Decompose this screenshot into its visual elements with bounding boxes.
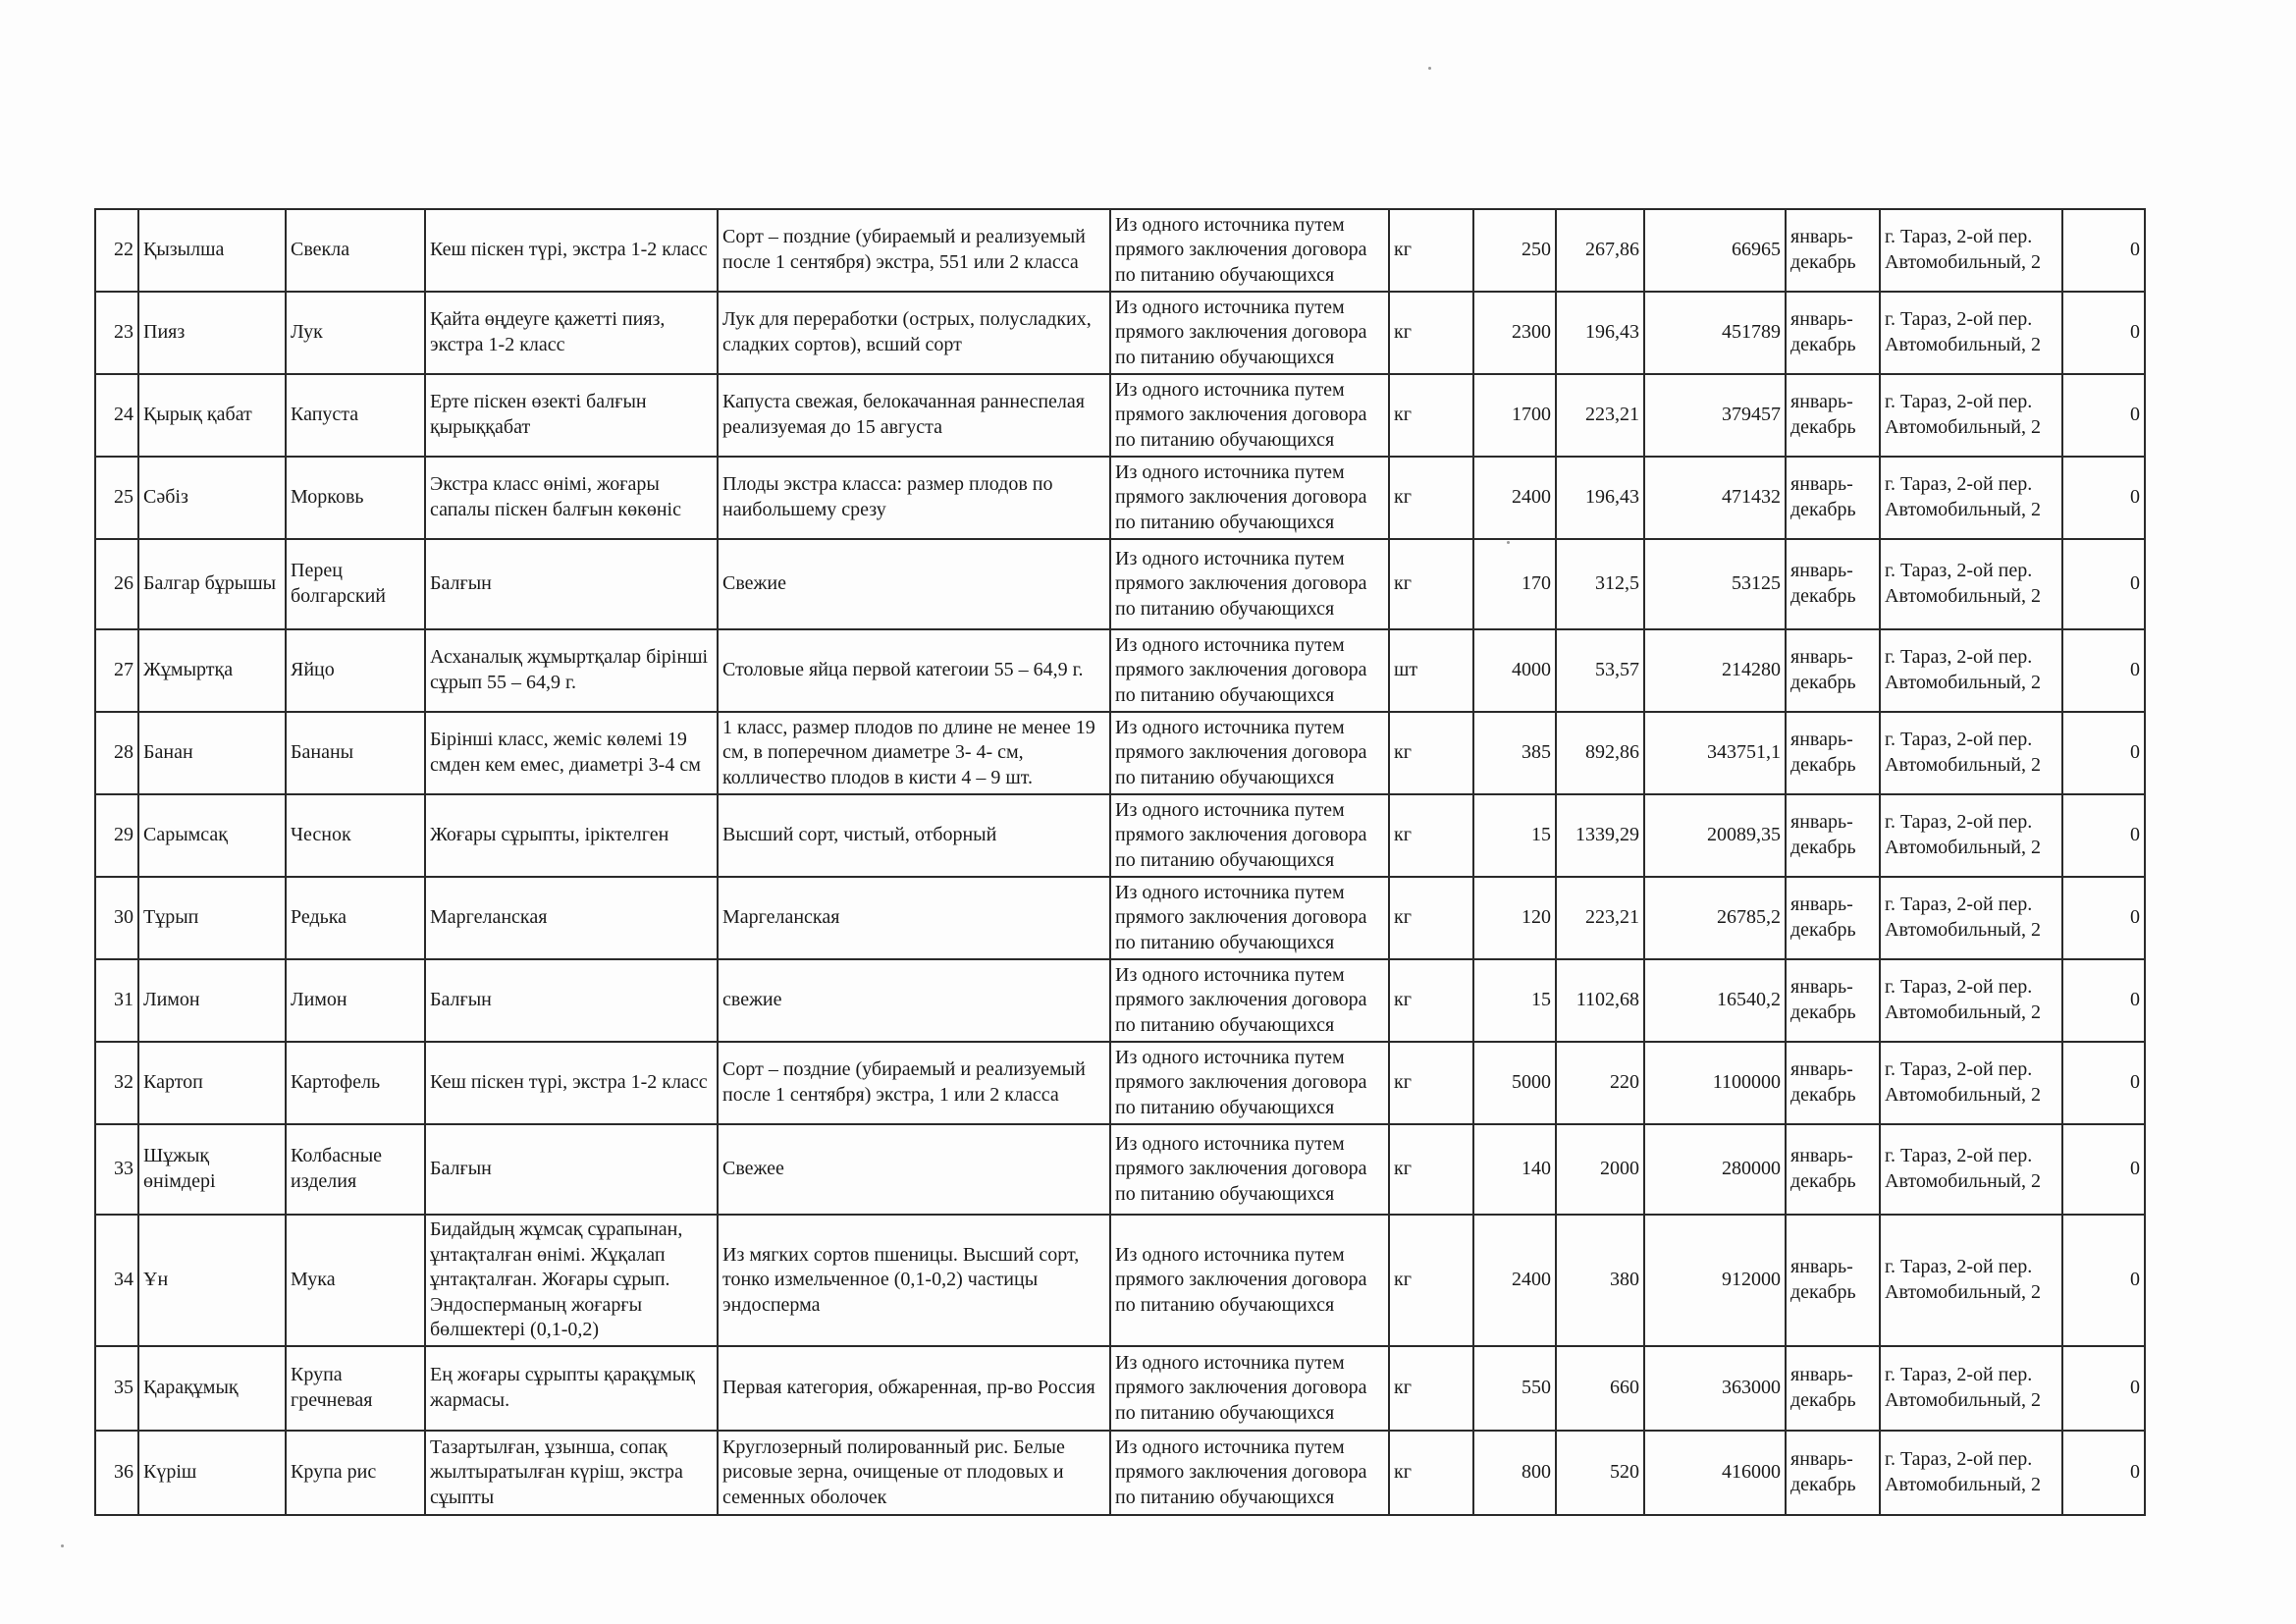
product-name-ru: Яйцо xyxy=(286,629,425,712)
advance-payment: 0 xyxy=(2062,457,2145,539)
spec-ru: Лук для переработки (острых, полусладких, сладких сортов), всший сорт xyxy=(718,292,1110,374)
product-name-kz: Пияз xyxy=(138,292,286,374)
row-number: 26 xyxy=(95,539,138,629)
product-name-kz: Картоп xyxy=(138,1042,286,1124)
row-number: 27 xyxy=(95,629,138,712)
product-name-ru: Чеснок xyxy=(286,794,425,877)
quantity: 170 xyxy=(1473,539,1556,629)
product-name-ru: Картофель xyxy=(286,1042,425,1124)
unit: кг xyxy=(1389,374,1473,457)
spec-kz: Бірінші класс, жеміс көлемі 19 смден кем емес, диаметрі 3-4 см xyxy=(425,712,718,794)
delivery-period: январь-декабрь xyxy=(1786,539,1880,629)
table-row xyxy=(95,1431,2145,1515)
quantity: 120 xyxy=(1473,877,1556,959)
table-row xyxy=(95,374,2145,457)
product-name-kz: Тұрып xyxy=(138,877,286,959)
product-name-ru: Крупа рис xyxy=(286,1431,425,1515)
unit: кг xyxy=(1389,1346,1473,1431)
spec-ru: Первая категория, обжаренная, пр-во Россия xyxy=(718,1346,1110,1431)
spec-kz: Жоғары сұрыпты, іріктелген xyxy=(425,794,718,877)
spec-ru: Маргеланская xyxy=(718,877,1110,959)
total-sum: 912000 xyxy=(1644,1215,1786,1346)
table-row xyxy=(95,292,2145,374)
product-name-ru: Лук xyxy=(286,292,425,374)
unit: кг xyxy=(1389,1215,1473,1346)
product-name-kz: Балгар бұрышы xyxy=(138,539,286,629)
total-sum: 343751,1 xyxy=(1644,712,1786,794)
total-sum: 280000 xyxy=(1644,1124,1786,1215)
delivery-period: январь-декабрь xyxy=(1786,457,1880,539)
unit: шт xyxy=(1389,629,1473,712)
product-name-ru: Крупа гречневая xyxy=(286,1346,425,1431)
unit-price: 53,57 xyxy=(1556,629,1644,712)
procurement-method: Из одного источника путем прямого заключения договора по питанию обучающихся xyxy=(1110,292,1389,374)
table-row xyxy=(95,877,2145,959)
delivery-period: январь-декабрь xyxy=(1786,712,1880,794)
delivery-period: январь-декабрь xyxy=(1786,292,1880,374)
delivery-place: г. Тараз, 2-ой пер. Автомобильный, 2 xyxy=(1880,1042,2062,1124)
quantity: 250 xyxy=(1473,209,1556,292)
advance-payment: 0 xyxy=(2062,629,2145,712)
unit-price: 892,86 xyxy=(1556,712,1644,794)
product-name-kz: Сәбіз xyxy=(138,457,286,539)
product-name-kz: Күріш xyxy=(138,1431,286,1515)
product-name-ru: Мука xyxy=(286,1215,425,1346)
delivery-period: январь-декабрь xyxy=(1786,1431,1880,1515)
delivery-place: г. Тараз, 2-ой пер. Автомобильный, 2 xyxy=(1880,1124,2062,1215)
row-number: 34 xyxy=(95,1215,138,1346)
row-number: 30 xyxy=(95,877,138,959)
delivery-period: январь-декабрь xyxy=(1786,374,1880,457)
row-number: 36 xyxy=(95,1431,138,1515)
quantity: 5000 xyxy=(1473,1042,1556,1124)
unit: кг xyxy=(1389,1042,1473,1124)
product-name-kz: Ұн xyxy=(138,1215,286,1346)
advance-payment: 0 xyxy=(2062,1124,2145,1215)
quantity: 4000 xyxy=(1473,629,1556,712)
product-name-ru: Свекла xyxy=(286,209,425,292)
delivery-period: январь-декабрь xyxy=(1786,1124,1880,1215)
total-sum: 66965 xyxy=(1644,209,1786,292)
unit: кг xyxy=(1389,959,1473,1042)
unit-price: 520 xyxy=(1556,1431,1644,1515)
table-row xyxy=(95,1346,2145,1431)
row-number: 32 xyxy=(95,1042,138,1124)
delivery-place: г. Тараз, 2-ой пер. Автомобильный, 2 xyxy=(1880,794,2062,877)
spec-kz: Тазартылған, ұзынша, сопақ жылтыратылған күріш, экстра сұыпты xyxy=(425,1431,718,1515)
delivery-place: г. Тараз, 2-ой пер. Автомобильный, 2 xyxy=(1880,1215,2062,1346)
product-name-ru: Колбасные изделия xyxy=(286,1124,425,1215)
table-row xyxy=(95,959,2145,1042)
quantity: 2400 xyxy=(1473,457,1556,539)
total-sum: 451789 xyxy=(1644,292,1786,374)
advance-payment: 0 xyxy=(2062,292,2145,374)
delivery-period: январь-декабрь xyxy=(1786,209,1880,292)
product-name-kz: Қырық қабат xyxy=(138,374,286,457)
row-number: 28 xyxy=(95,712,138,794)
advance-payment: 0 xyxy=(2062,1042,2145,1124)
procurement-method: Из одного источника путем прямого заключения договора по питанию обучающихся xyxy=(1110,877,1389,959)
spec-kz: Балғын xyxy=(425,959,718,1042)
delivery-period: январь-декабрь xyxy=(1786,1215,1880,1346)
product-name-ru: Перец болгарский xyxy=(286,539,425,629)
quantity: 550 xyxy=(1473,1346,1556,1431)
table-row xyxy=(95,209,2145,292)
product-name-kz: Жұмыртқа xyxy=(138,629,286,712)
advance-payment: 0 xyxy=(2062,209,2145,292)
delivery-place: г. Тараз, 2-ой пер. Автомобильный, 2 xyxy=(1880,539,2062,629)
procurement-method: Из одного источника путем прямого заключения договора по питанию обучающихся xyxy=(1110,1431,1389,1515)
delivery-place: г. Тараз, 2-ой пер. Автомобильный, 2 xyxy=(1880,959,2062,1042)
delivery-place: г. Тараз, 2-ой пер. Автомобильный, 2 xyxy=(1880,629,2062,712)
row-number: 29 xyxy=(95,794,138,877)
product-name-kz: Сарымсақ xyxy=(138,794,286,877)
unit: кг xyxy=(1389,209,1473,292)
table-body xyxy=(95,209,2145,1515)
delivery-period: январь-декабрь xyxy=(1786,794,1880,877)
delivery-period: январь-декабрь xyxy=(1786,1042,1880,1124)
spec-ru: Из мягких сортов пшеницы. Высший сорт, тонко измельченное (0,1-0,2) частицы эндосперма xyxy=(718,1215,1110,1346)
delivery-place: г. Тараз, 2-ой пер. Автомобильный, 2 xyxy=(1880,374,2062,457)
spec-kz: Балғын xyxy=(425,1124,718,1215)
delivery-place: г. Тараз, 2-ой пер. Автомобильный, 2 xyxy=(1880,209,2062,292)
spec-kz: Бидайдың жұмсақ сұрапынан, ұнтақталған өнімі. Жұқалап ұнтақталған. Жоғары сұрып. Эндосперманың жоғарғы бөлшектері (0,1-0,2) xyxy=(425,1215,718,1346)
unit-price: 196,43 xyxy=(1556,292,1644,374)
total-sum: 471432 xyxy=(1644,457,1786,539)
unit: кг xyxy=(1389,794,1473,877)
table-row xyxy=(95,712,2145,794)
spec-kz: Экстра класс өнімі, жоғары сапалы піскен балғын көкөніс xyxy=(425,457,718,539)
total-sum: 26785,2 xyxy=(1644,877,1786,959)
delivery-place: г. Тараз, 2-ой пер. Автомобильный, 2 xyxy=(1880,712,2062,794)
spec-ru: свежие xyxy=(718,959,1110,1042)
unit-price: 223,21 xyxy=(1556,877,1644,959)
total-sum: 379457 xyxy=(1644,374,1786,457)
procurement-method: Из одного источника путем прямого заключения договора по питанию обучающихся xyxy=(1110,1215,1389,1346)
product-name-kz: Шұжық өнімдері xyxy=(138,1124,286,1215)
quantity: 385 xyxy=(1473,712,1556,794)
total-sum: 53125 xyxy=(1644,539,1786,629)
row-number: 33 xyxy=(95,1124,138,1215)
advance-payment: 0 xyxy=(2062,1431,2145,1515)
quantity: 15 xyxy=(1473,794,1556,877)
product-name-kz: Лимон xyxy=(138,959,286,1042)
unit: кг xyxy=(1389,1431,1473,1515)
procurement-method: Из одного источника путем прямого заключения договора по питанию обучающихся xyxy=(1110,794,1389,877)
advance-payment: 0 xyxy=(2062,877,2145,959)
row-number: 24 xyxy=(95,374,138,457)
quantity: 140 xyxy=(1473,1124,1556,1215)
quantity: 2300 xyxy=(1473,292,1556,374)
total-sum: 16540,2 xyxy=(1644,959,1786,1042)
spec-ru: Высший сорт, чистый, отборный xyxy=(718,794,1110,877)
procurement-method: Из одного источника путем прямого заключения договора по питанию обучающихся xyxy=(1110,712,1389,794)
unit-price: 312,5 xyxy=(1556,539,1644,629)
product-name-ru: Бананы xyxy=(286,712,425,794)
advance-payment: 0 xyxy=(2062,1215,2145,1346)
row-number: 31 xyxy=(95,959,138,1042)
total-sum: 214280 xyxy=(1644,629,1786,712)
spec-kz: Кеш піскен түрі, экстра 1-2 класс xyxy=(425,209,718,292)
advance-payment: 0 xyxy=(2062,374,2145,457)
total-sum: 1100000 xyxy=(1644,1042,1786,1124)
quantity: 15 xyxy=(1473,959,1556,1042)
row-number: 23 xyxy=(95,292,138,374)
delivery-place: г. Тараз, 2-ой пер. Автомобильный, 2 xyxy=(1880,457,2062,539)
total-sum: 20089,35 xyxy=(1644,794,1786,877)
product-name-kz: Қарақұмық xyxy=(138,1346,286,1431)
unit-price: 1339,29 xyxy=(1556,794,1644,877)
product-name-ru: Лимон xyxy=(286,959,425,1042)
spec-kz: Маргеланская xyxy=(425,877,718,959)
unit: кг xyxy=(1389,457,1473,539)
procurement-method: Из одного источника путем прямого заключения договора по питанию обучающихся xyxy=(1110,1042,1389,1124)
row-number: 25 xyxy=(95,457,138,539)
table-row xyxy=(95,457,2145,539)
procurement-method: Из одного источника путем прямого заключения договора по питанию обучающихся xyxy=(1110,959,1389,1042)
delivery-period: январь-декабрь xyxy=(1786,629,1880,712)
spec-kz: Қайта өңдеуге қажетті пияз, экстра 1-2 класс xyxy=(425,292,718,374)
table-row xyxy=(95,1124,2145,1215)
table-row xyxy=(95,794,2145,877)
product-name-kz: Қызылша xyxy=(138,209,286,292)
spec-ru: Столовые яйца первой категоии 55 – 64,9 г. xyxy=(718,629,1110,712)
procurement-method: Из одного источника путем прямого заключения договора по питанию обучающихся xyxy=(1110,209,1389,292)
delivery-place: г. Тараз, 2-ой пер. Автомобильный, 2 xyxy=(1880,292,2062,374)
unit-price: 660 xyxy=(1556,1346,1644,1431)
unit: кг xyxy=(1389,877,1473,959)
quantity: 1700 xyxy=(1473,374,1556,457)
spec-ru: Свежие xyxy=(718,539,1110,629)
unit-price: 2000 xyxy=(1556,1124,1644,1215)
unit: кг xyxy=(1389,712,1473,794)
table-row xyxy=(95,1042,2145,1124)
unit-price: 380 xyxy=(1556,1215,1644,1346)
quantity: 2400 xyxy=(1473,1215,1556,1346)
spec-ru: Капуста свежая, белокачанная раннеспелая реализуемая до 15 августа xyxy=(718,374,1110,457)
unit-price: 223,21 xyxy=(1556,374,1644,457)
delivery-period: январь-декабрь xyxy=(1786,877,1880,959)
quantity: 800 xyxy=(1473,1431,1556,1515)
advance-payment: 0 xyxy=(2062,794,2145,877)
delivery-period: январь-декабрь xyxy=(1786,959,1880,1042)
delivery-period: январь-декабрь xyxy=(1786,1346,1880,1431)
spec-kz: Ерте піскен өзекті балғын қырыққабат xyxy=(425,374,718,457)
procurement-method: Из одного источника путем прямого заключения договора по питанию обучающихся xyxy=(1110,539,1389,629)
table-row xyxy=(95,1215,2145,1346)
advance-payment: 0 xyxy=(2062,539,2145,629)
unit-price: 220 xyxy=(1556,1042,1644,1124)
advance-payment: 0 xyxy=(2062,712,2145,794)
product-name-ru: Редька xyxy=(286,877,425,959)
table-row xyxy=(95,629,2145,712)
spec-kz: Кеш піскен түрі, экстра 1-2 класс xyxy=(425,1042,718,1124)
product-name-ru: Морковь xyxy=(286,457,425,539)
product-name-kz: Банан xyxy=(138,712,286,794)
spec-ru: Плоды экстра класса: размер плодов по наибольшему срезу xyxy=(718,457,1110,539)
row-number: 22 xyxy=(95,209,138,292)
unit: кг xyxy=(1389,292,1473,374)
procurement-method: Из одного источника путем прямого заключения договора по питанию обучающихся xyxy=(1110,1346,1389,1431)
spec-kz: Ең жоғары сұрыпты қарақұмық жармасы. xyxy=(425,1346,718,1431)
spec-ru: Круглозерный полированный рис. Белые рисовые зерна, очищеные от плодовых и семенных оболочек xyxy=(718,1431,1110,1515)
total-sum: 363000 xyxy=(1644,1346,1786,1431)
advance-payment: 0 xyxy=(2062,1346,2145,1431)
unit-price: 267,86 xyxy=(1556,209,1644,292)
advance-payment: 0 xyxy=(2062,959,2145,1042)
spec-ru: Сорт – поздние (убираемый и реализуемый после 1 сентября) экстра, 551 или 2 класса xyxy=(718,209,1110,292)
delivery-place: г. Тараз, 2-ой пер. Автомобильный, 2 xyxy=(1880,877,2062,959)
unit-price: 196,43 xyxy=(1556,457,1644,539)
total-sum: 416000 xyxy=(1644,1431,1786,1515)
product-name-ru: Капуста xyxy=(286,374,425,457)
spec-kz: Балғын xyxy=(425,539,718,629)
spec-ru: 1 класс, размер плодов по длине не менее 19 см, в поперечном диаметре 3- 4- см, колличество плодов в кисти 4 – 9 шт. xyxy=(718,712,1110,794)
unit: кг xyxy=(1389,1124,1473,1215)
spec-ru: Сорт – поздние (убираемый и реализуемый после 1 сентября) экстра, 1 или 2 класса xyxy=(718,1042,1110,1124)
scan-speck xyxy=(61,1544,64,1547)
delivery-place: г. Тараз, 2-ой пер. Автомобильный, 2 xyxy=(1880,1431,2062,1515)
procurement-method: Из одного источника путем прямого заключения договора по питанию обучающихся xyxy=(1110,629,1389,712)
table-row xyxy=(95,539,2145,629)
procurement-method: Из одного источника путем прямого заключения договора по питанию обучающихся xyxy=(1110,1124,1389,1215)
spec-ru: Свежее xyxy=(718,1124,1110,1215)
unit-price: 1102,68 xyxy=(1556,959,1644,1042)
delivery-place: г. Тараз, 2-ой пер. Автомобильный, 2 xyxy=(1880,1346,2062,1431)
row-number: 35 xyxy=(95,1346,138,1431)
procurement-method: Из одного источника путем прямого заключения договора по питанию обучающихся xyxy=(1110,457,1389,539)
spec-kz: Асханалық жұмыртқалар бірінші сұрып 55 – 64,9 г. xyxy=(425,629,718,712)
unit: кг xyxy=(1389,539,1473,629)
procurement-method: Из одного источника путем прямого заключения договора по питанию обучающихся xyxy=(1110,374,1389,457)
scan-speck xyxy=(1428,67,1431,70)
procurement-table xyxy=(94,208,2146,1516)
